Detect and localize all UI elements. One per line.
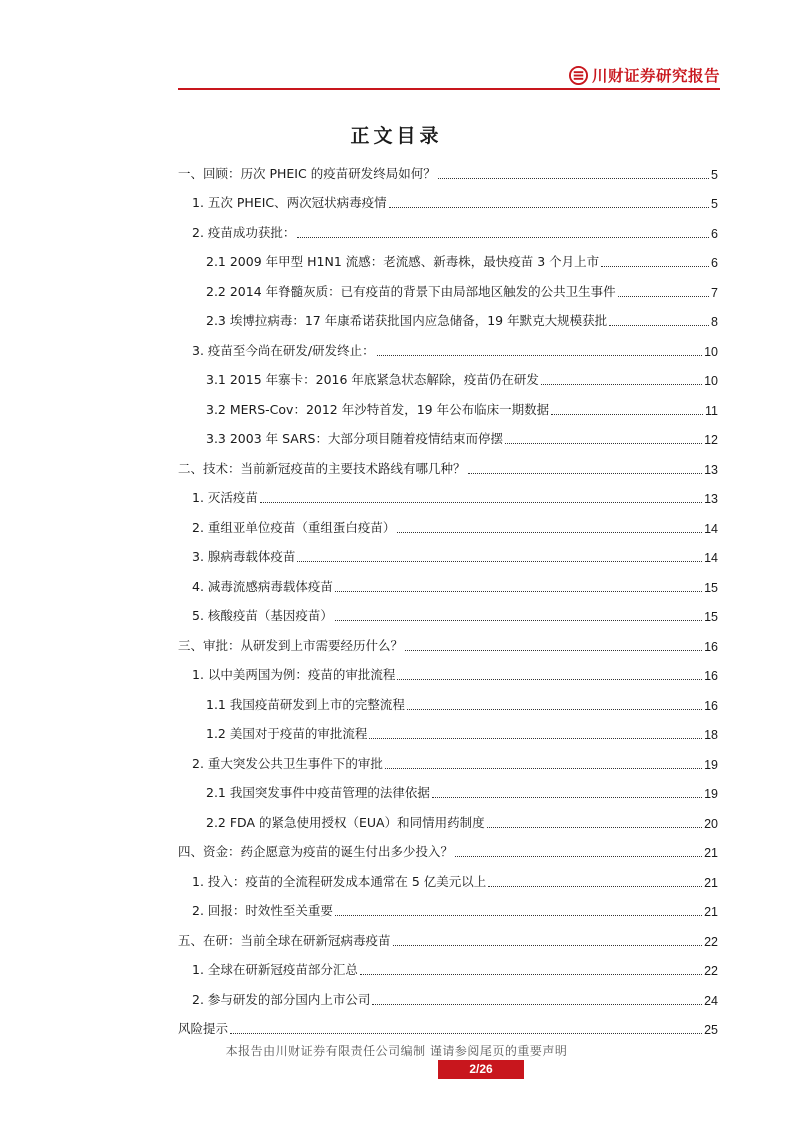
toc-entry[interactable] bbox=[178, 304, 718, 334]
toc-entry-page: 13 bbox=[704, 492, 718, 506]
toc-entry-page: 16 bbox=[704, 669, 718, 683]
toc-entry-title: 五、在研：当前全球在研新冠病毒疫苗 bbox=[178, 932, 391, 948]
toc-dot-leader bbox=[230, 1033, 702, 1034]
page-header bbox=[178, 62, 720, 90]
toc-entry[interactable] bbox=[178, 835, 718, 865]
table-of-contents bbox=[178, 156, 718, 1041]
toc-dot-leader bbox=[372, 1004, 702, 1005]
toc-entry-title: 2. 参与研发的部分国内上市公司 bbox=[192, 991, 371, 1007]
toc-dot-leader bbox=[407, 709, 702, 710]
toc-entry[interactable] bbox=[178, 746, 718, 776]
toc-entry-title: 2.1 2009 年甲型 H1N1 流感：老流感、新毒株，最快疫苗 3 个月上市 bbox=[206, 254, 600, 269]
chuancai-logo-icon bbox=[569, 66, 588, 85]
toc-entry-page: 14 bbox=[704, 521, 718, 536]
toc-entry-page: 6 bbox=[711, 256, 718, 270]
toc-entry-page: 21 bbox=[704, 905, 718, 919]
toc-dot-leader bbox=[385, 768, 702, 769]
toc-entry-page: 16 bbox=[704, 698, 718, 713]
toc-entry-page: 12 bbox=[704, 433, 718, 447]
toc-dot-leader bbox=[397, 532, 702, 533]
toc-dot-leader bbox=[335, 915, 702, 916]
toc-entry-page: 22 bbox=[704, 964, 718, 978]
toc-entry-title: 1.2 美国对于疫苗的审批流程 bbox=[206, 726, 368, 741]
toc-entry[interactable] bbox=[178, 1012, 718, 1042]
toc-entry-page: 19 bbox=[704, 787, 718, 801]
toc-entry[interactable] bbox=[178, 923, 718, 953]
page-number-badge: 2/26 bbox=[438, 1060, 524, 1079]
toc-entry[interactable] bbox=[178, 599, 718, 629]
toc-entry-title: 1. 灭活疫苗 bbox=[192, 490, 258, 505]
toc-entry-title: 2. 重大突发公共卫生事件下的审批 bbox=[192, 755, 383, 771]
toc-dot-leader bbox=[360, 974, 702, 975]
toc-entry-page: 8 bbox=[711, 315, 718, 329]
toc-entry-page: 15 bbox=[704, 610, 718, 624]
toc-entry[interactable] bbox=[178, 953, 718, 983]
toc-entry[interactable] bbox=[178, 628, 718, 658]
toc-entry-page: 25 bbox=[704, 1023, 718, 1037]
toc-entry-title: 1. 五次 PHEIC、两次冠状病毒疫情 bbox=[192, 195, 387, 210]
toc-entry-title: 3. 疫苗至今尚在研发/研发终止： bbox=[192, 342, 375, 358]
toc-entry[interactable] bbox=[178, 717, 718, 747]
toc-dot-leader bbox=[405, 650, 702, 651]
toc-entry[interactable] bbox=[178, 274, 718, 304]
toc-entry[interactable] bbox=[178, 510, 718, 540]
toc-entry-title: 风险提示 bbox=[178, 1021, 229, 1036]
toc-entry-title: 1.1 我国疫苗研发到上市的完整流程 bbox=[206, 696, 405, 712]
toc-entry-page: 18 bbox=[704, 728, 718, 742]
toc-entry-title: 2.2 2014 年脊髓灰质：已有疫苗的背景下由局部地区触发的公共卫生事件 bbox=[206, 283, 616, 299]
toc-dot-leader bbox=[260, 502, 702, 503]
toc-entry[interactable] bbox=[178, 245, 718, 275]
toc-entry-page: 19 bbox=[704, 757, 718, 772]
toc-entry-page: 14 bbox=[704, 551, 718, 565]
toc-entry-page: 10 bbox=[704, 374, 718, 388]
footer-disclaimer: 本报告由川财证券有限责任公司编制 谨请参阅尾页的重要声明 bbox=[225, 1044, 568, 1058]
toc-entry-page: 21 bbox=[704, 875, 718, 890]
toc-dot-leader bbox=[369, 738, 702, 739]
toc-dot-leader bbox=[551, 414, 703, 415]
toc-entry[interactable] bbox=[178, 805, 718, 835]
toc-entry-page: 10 bbox=[704, 344, 718, 359]
toc-entry-title: 1. 以中美两国为例：疫苗的审批流程 bbox=[192, 667, 396, 682]
toc-entry-title: 2.1 我国突发事件中疫苗管理的法律依据 bbox=[206, 785, 430, 800]
toc-dot-leader bbox=[438, 178, 709, 179]
toc-entry[interactable] bbox=[178, 864, 718, 894]
toc-entry-title: 三、审批：从研发到上市需要经历什么？ bbox=[178, 637, 404, 653]
toc-entry-title: 1. 投入：疫苗的全流程研发成本通常在 5 亿美元以上 bbox=[192, 873, 487, 889]
toc-dot-leader bbox=[618, 296, 709, 297]
toc-entry-page: 7 bbox=[711, 285, 718, 300]
toc-entry[interactable] bbox=[178, 481, 718, 511]
toc-dot-leader bbox=[297, 561, 702, 562]
toc-entry-title: 3.3 2003 年 SARS：大部分项目随着疫情结束而停摆 bbox=[206, 431, 503, 446]
toc-dot-leader bbox=[335, 620, 702, 621]
toc-entry-page: 11 bbox=[705, 403, 718, 418]
toc-entry[interactable] bbox=[178, 776, 718, 806]
toc-entry[interactable] bbox=[178, 215, 718, 245]
toc-entry-title: 二、技术：当前新冠疫苗的主要技术路线有哪几种？ bbox=[178, 460, 466, 476]
toc-entry-title: 4. 减毒流感病毒载体疫苗 bbox=[192, 578, 333, 594]
toc-dot-leader bbox=[468, 473, 703, 474]
toc-entry[interactable] bbox=[178, 658, 718, 688]
toc-dot-leader bbox=[432, 797, 702, 798]
toc-entry-title: 1. 全球在研新冠疫苗部分汇总 bbox=[192, 962, 358, 977]
toc-dot-leader bbox=[297, 237, 709, 238]
brand-name: 川财证券研究报告 bbox=[591, 66, 720, 85]
toc-entry[interactable] bbox=[178, 540, 718, 570]
toc-entry-page: 15 bbox=[704, 580, 718, 595]
toc-entry-title: 2.3 埃博拉病毒：17 年康希诺获批国内应急储备，19 年默克大规模获批 bbox=[206, 313, 608, 328]
toc-dot-leader bbox=[487, 827, 703, 828]
toc-entry-page: 5 bbox=[711, 197, 718, 211]
toc-dot-leader bbox=[393, 945, 703, 946]
header-rule bbox=[178, 88, 720, 90]
toc-entry-title: 3.1 2015 年寨卡：2016 年底紧急状态解除，疫苗仍在研发 bbox=[206, 372, 539, 387]
toc-dot-leader bbox=[601, 266, 709, 267]
toc-entry[interactable] bbox=[178, 422, 718, 452]
toc-entry-page: 13 bbox=[704, 462, 718, 477]
toc-entry[interactable] bbox=[178, 894, 718, 924]
toc-entry-page: 5 bbox=[711, 167, 718, 182]
toc-entry-page: 22 bbox=[704, 934, 718, 949]
toc-entry-title: 5. 核酸疫苗（基因疫苗） bbox=[192, 608, 333, 623]
toc-entry[interactable] bbox=[178, 451, 718, 481]
toc-dot-leader bbox=[389, 207, 709, 208]
toc-entry-page: 21 bbox=[704, 846, 718, 860]
toc-entry[interactable] bbox=[178, 687, 718, 717]
toc-dot-leader bbox=[335, 591, 702, 592]
toc-entry-title: 四、资金：药企愿意为疫苗的诞生付出多少投入？ bbox=[178, 844, 454, 859]
toc-entry[interactable] bbox=[178, 569, 718, 599]
toc-entry-page: 6 bbox=[711, 226, 718, 241]
toc-dot-leader bbox=[397, 679, 702, 680]
toc-entry[interactable] bbox=[178, 156, 718, 186]
toc-dot-leader bbox=[455, 856, 702, 857]
toc-entry-title: 2. 疫苗成功获批： bbox=[192, 224, 296, 240]
toc-entry-title: 2. 重组亚单位疫苗（重组蛋白疫苗） bbox=[192, 519, 396, 535]
toc-entry-title: 2.2 FDA 的紧急使用授权（EUA）和同情用药制度 bbox=[206, 814, 485, 830]
toc-entry-page: 16 bbox=[704, 639, 718, 654]
toc-dot-leader bbox=[377, 355, 702, 356]
toc-entry-title: 2. 回报：时效性至关重要 bbox=[192, 903, 333, 918]
toc-entry[interactable] bbox=[178, 363, 718, 393]
toc-entry[interactable] bbox=[178, 333, 718, 363]
toc-entry-title: 一、回顾：历次 PHEIC 的疫苗研发终局如何？ bbox=[178, 165, 436, 181]
toc-entry[interactable] bbox=[178, 982, 718, 1012]
toc-entry[interactable] bbox=[178, 392, 718, 422]
toc-dot-leader bbox=[505, 443, 702, 444]
toc-title: 正文目录 bbox=[350, 125, 443, 147]
toc-entry-title: 3. 腺病毒载体疫苗 bbox=[192, 549, 296, 564]
toc-dot-leader bbox=[609, 325, 709, 326]
toc-dot-leader bbox=[541, 384, 702, 385]
toc-dot-leader bbox=[488, 886, 702, 887]
toc-entry-title: 3.2 MERS-Cov：2012 年沙特首发，19 年公布临床一期数据 bbox=[206, 401, 550, 417]
toc-entry-page: 20 bbox=[704, 816, 718, 831]
brand bbox=[569, 64, 720, 86]
toc-entry[interactable] bbox=[178, 186, 718, 216]
toc-entry-page: 24 bbox=[704, 993, 718, 1008]
